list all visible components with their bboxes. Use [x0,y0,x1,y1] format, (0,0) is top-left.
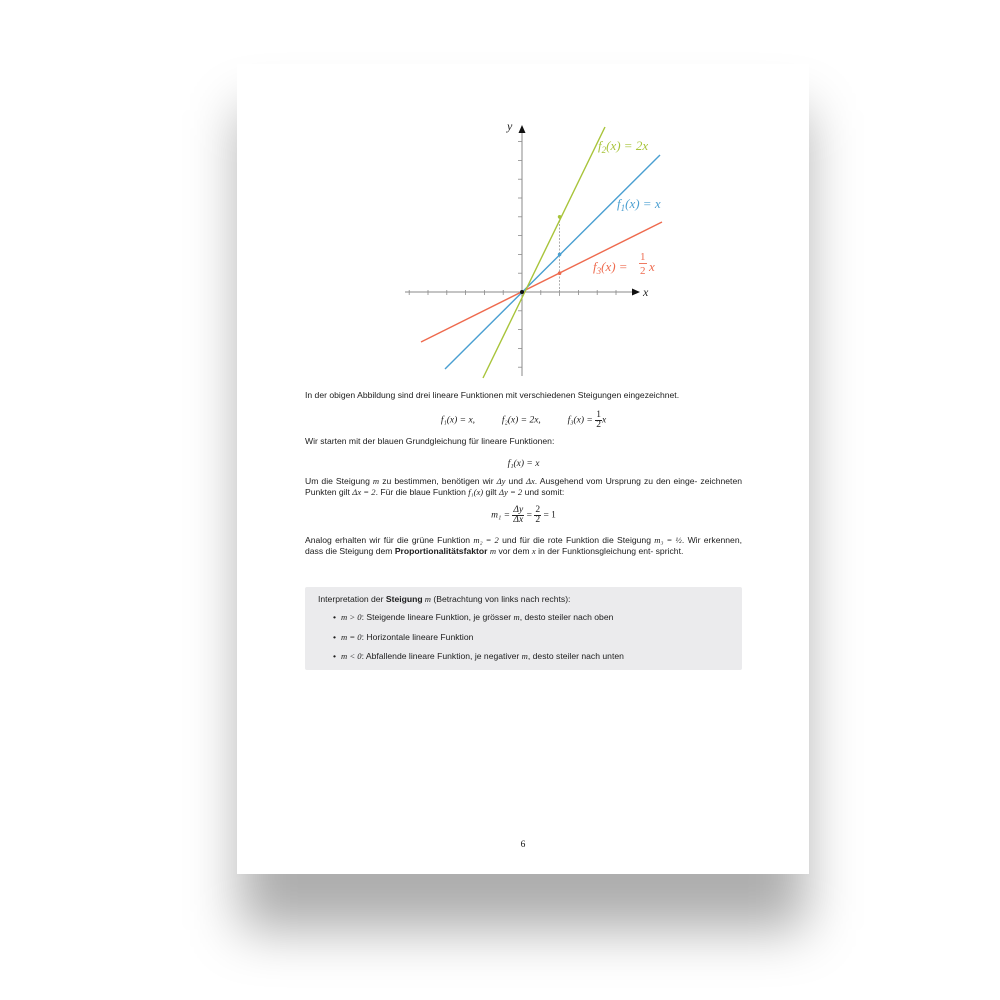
svg-text:2: 2 [640,265,646,277]
svg-text:1: 1 [640,251,646,263]
equation-f1: f₁(x) = x [507,459,540,469]
slope-interpretation-box [305,587,742,670]
equation-slope-m1: m₁ = $\frac{\Delta y}{\Delta x}$ = $\frac{2}{2}$ = 1 [491,505,556,525]
x-axis-arrow-icon [632,289,640,296]
bullet-icon: • [333,651,337,661]
svg-text:f3(x) =: $f_3(x)$ = [593,259,628,276]
y-ticks [518,142,522,368]
f2-point [558,215,562,219]
list-item: • m < 0: Abfallende lineare Funktion, je negativer m, desto steiler nach unten [333,651,624,661]
list-item: • m = 0: Horizontale lineare Funktion [333,631,474,642]
bullet-icon: • [333,631,337,642]
paragraph-analog: Analog erhalten wir für die grüne Funktion m₂ = 2 und für die rote Funktion die Steigung m₃ = ½. Wir erkennen, dass die Steigung dem Proportionalitätsfaktor m vor dem x in der Funktionsgleichung ent- spricht. [305,535,742,557]
equation-functions: f₁(x) = x, f₂(x) = 2x, f₃(x) = $\frac{1}{2}$ x [440,410,607,430]
x-axis-label: x [643,285,649,299]
f3-label [593,251,655,277]
y-axis-label: y [507,119,513,133]
interpretation-list [333,612,624,671]
paragraph-base-equation: Wir starten mit der blauen Grundgleichung für lineare Funktionen: [305,436,555,446]
f2-label: $f_2(x) = 2x$ [598,138,649,155]
box-title: Interpretation der Steigung m (Betrachtung von links nach rechts): [318,594,571,604]
f1-line [445,155,660,369]
page-number: 6 [520,840,526,850]
intro-paragraph: In der obigen Abbildung sind drei lineare Funktionen mit verschiedenen Steigungen eingezeichnet. [305,390,680,400]
y-axis-arrow-icon [519,125,526,133]
f3-line [421,222,662,342]
f2-line [483,127,605,378]
svg-text:x: x [649,259,655,274]
f1-point [558,253,562,257]
linear-functions-figure [237,64,809,384]
origin-point [520,290,524,294]
proportionality-factor-term: Proportionalitätsfaktor [394,546,488,557]
document-page [237,64,809,874]
f1-label: $f_1(x) = x$ [617,196,661,213]
f3-point [558,271,562,275]
list-item: • m > 0: Steigende lineare Funktion, je grösser m, desto steiler nach oben [333,612,614,622]
paragraph-slope-determination: Um die Steigung m zu bestimmen, benötigen wir Δy und Δx. Ausgehend vom Ursprung zu den einge- zeichneten Punkten gilt Δx = 2. Für die blaue Funktion f₁(x) gilt Δy = 2 und somit: [305,476,743,498]
bullet-icon: • [333,612,337,622]
